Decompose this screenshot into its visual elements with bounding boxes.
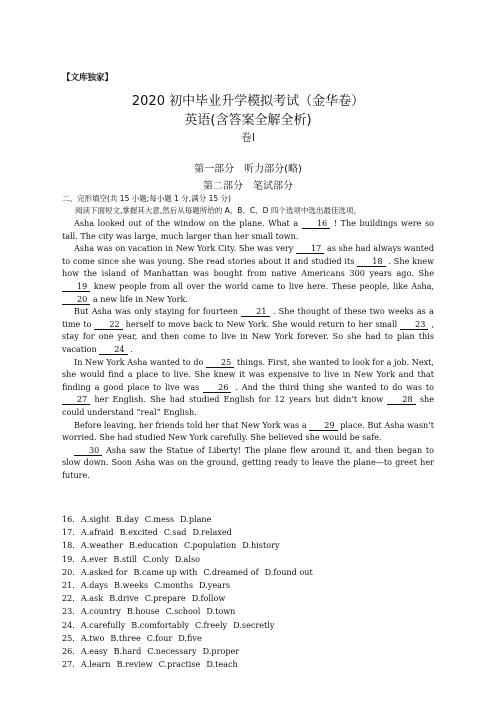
exam-subtitle: 英语(含答案全解全析) xyxy=(184,113,312,128)
option-b: B.house xyxy=(126,606,160,617)
option-d: D.teach xyxy=(206,659,238,670)
option-d: D.town xyxy=(206,606,236,617)
passage-text: she could understand “real” English. xyxy=(62,394,434,417)
option-a: A.easy xyxy=(80,646,108,657)
option-b: B.drive xyxy=(109,593,139,604)
option-d: D.plane xyxy=(180,514,212,524)
option-b: B.review xyxy=(116,659,153,670)
answer-blank: 21 xyxy=(241,306,269,317)
option-c: C.dreamed of xyxy=(203,566,259,577)
answer-blank: 30 xyxy=(74,445,102,456)
question-number: 23. xyxy=(62,606,75,617)
question-number: 19. xyxy=(62,553,75,564)
option-row xyxy=(62,553,319,566)
option-c: C.necessary xyxy=(147,646,197,657)
option-d: D.relaxed xyxy=(192,527,232,538)
option-row xyxy=(62,539,319,552)
option-row xyxy=(62,526,319,539)
option-row xyxy=(62,513,319,526)
passage-text: . xyxy=(130,343,133,354)
passage-text: Asha looked out of the window on the plane. What a xyxy=(74,218,299,228)
option-b: B.still xyxy=(113,553,138,564)
option-a: A.ever xyxy=(80,553,108,564)
option-d: D.also xyxy=(174,553,200,564)
option-c: C.population xyxy=(183,540,237,551)
answer-blank: 17 xyxy=(296,243,324,254)
part-one-heading: 第一部分 听力部分(略) xyxy=(194,164,302,175)
option-c: C.only xyxy=(143,553,169,564)
question-number: 18. xyxy=(62,540,75,551)
passage-text: knew people from all over the world came to live here. These people, like Asha, xyxy=(93,280,434,291)
option-a: A.afraid xyxy=(80,527,114,538)
option-a: A.country xyxy=(80,606,121,617)
option-row xyxy=(62,605,319,618)
passage-text: things. First, she wanted to look for a job. Next, she would find a place to live. She knew it was expensive to live in New York and that finding a good place to live was xyxy=(62,356,435,392)
option-c: C.mess xyxy=(144,514,175,524)
question-number: 26. xyxy=(62,646,75,657)
source-tag: 【文库独家】 xyxy=(62,73,114,83)
option-b: B.weeks xyxy=(114,580,149,591)
option-c: C.four xyxy=(146,632,173,643)
options-list xyxy=(62,513,319,671)
passage-text: Asha saw the Statue of Liberty! The plane flew around it, and then began to slow down. Soon Asha was on the ground, getting ready to leave the plane—to greet her future. xyxy=(62,444,434,480)
option-b: B.hard xyxy=(113,646,142,657)
answer-blank: 23 xyxy=(400,319,428,330)
part-two-heading: 第二部分 笔试部分 xyxy=(203,181,293,192)
passage-text: her English. She had studied English for 12 years but didn’t know xyxy=(94,394,384,405)
option-c: C.school xyxy=(165,606,201,617)
option-b: B.education xyxy=(128,540,178,551)
passage-text: a new life in New York. xyxy=(92,293,188,304)
option-d: D.proper xyxy=(202,646,240,657)
answer-blank: 25 xyxy=(206,357,234,368)
question-number: 21. xyxy=(62,580,75,591)
answer-blank: 22 xyxy=(94,319,122,330)
option-a: A.asked for xyxy=(80,566,128,577)
passage-text: Before leaving, her friends told her that New York was a xyxy=(74,419,307,430)
answer-blank: 18 xyxy=(357,256,385,267)
question-number: 16. xyxy=(62,514,75,524)
option-d: D.found out xyxy=(264,566,313,577)
option-d: D.history xyxy=(242,540,280,551)
passage-text: In New York Asha wanted to do xyxy=(74,356,204,367)
passage-text: . And the third thing she wanted to do was to xyxy=(235,381,435,392)
option-d: D.secretly xyxy=(233,619,275,630)
question-number: 27. xyxy=(62,659,75,670)
option-row xyxy=(62,619,319,632)
section-heading: 二、完形填空(共 15 小题;每小题 1 分,满分 15 分) xyxy=(62,194,231,203)
option-row xyxy=(62,645,319,658)
answer-blank: 20 xyxy=(62,294,90,305)
passage-text: ! The buildings were so tall. The city was large, much larger than her small town. xyxy=(62,218,435,241)
passage-text: . She thought of these two weeks as a time to xyxy=(62,306,434,329)
question-number: 25. xyxy=(62,632,75,643)
option-a: A.two xyxy=(80,632,105,643)
option-a: A.weather xyxy=(80,540,123,551)
passage-text: as she had always wanted to come since she was young. She read stories about it and studied its xyxy=(62,243,435,266)
answer-blank: 24 xyxy=(99,344,127,355)
option-d: D.follow xyxy=(191,593,226,604)
passage-paragraph xyxy=(62,444,434,482)
answer-blank: 26 xyxy=(203,382,231,393)
option-a: A.sight xyxy=(80,514,110,524)
option-c: C.sad xyxy=(163,527,187,538)
answer-blank: 19 xyxy=(62,281,90,292)
option-b: B.three xyxy=(110,632,141,643)
question-number: 22. xyxy=(62,593,75,604)
option-row xyxy=(62,592,319,605)
passage-text: Asha was on vacation in New York City. She was very xyxy=(74,243,294,254)
exam-title: 2020 初中毕业升学模拟考试（金华卷） xyxy=(131,94,365,109)
passage-paragraph xyxy=(62,242,434,305)
option-d: D.five xyxy=(178,632,202,643)
option-c: C.months xyxy=(154,580,193,591)
option-row xyxy=(62,566,319,579)
passage-text: But Asha was only staying for fourteen xyxy=(74,306,238,317)
option-a: A.learn xyxy=(80,659,111,670)
option-b: B.comfortably xyxy=(131,619,190,630)
passage-paragraph xyxy=(62,217,434,242)
passage-paragraph xyxy=(62,305,434,355)
answer-blank: 27 xyxy=(62,394,90,405)
option-a: A.ask xyxy=(80,593,104,604)
section-instruction: 阅读下面短文,掌握其大意,然后从每题所给的 A、B、C、D 四个选项中选出最佳选项。 xyxy=(75,206,361,215)
passage-paragraph xyxy=(62,356,434,419)
option-c: C.freely xyxy=(195,619,228,630)
option-row xyxy=(62,632,319,645)
volume-label: 卷Ⅰ xyxy=(240,131,256,144)
option-d: D.years xyxy=(198,580,230,591)
option-b: B.excited xyxy=(119,527,158,538)
passage-text: . She knew how the island of Manhattan was bought from native Americans 300 years ago. She xyxy=(62,255,435,279)
option-row xyxy=(62,658,319,671)
passage-paragraph xyxy=(62,419,434,444)
passage-text: herself to move back to New York. She would return to her small xyxy=(125,318,398,329)
answer-blank: 28 xyxy=(387,394,415,405)
option-a: A.days xyxy=(80,580,109,591)
cloze-passage xyxy=(62,217,434,481)
passage-text: place. But Asha wasn’t worried. She had studied New York carefully. She believed she would be safe. xyxy=(62,419,435,443)
question-number: 20. xyxy=(62,566,75,577)
question-number: 17. xyxy=(62,527,75,538)
option-row xyxy=(62,579,319,592)
passage-text: , stay for one year, and then come to live in New York forever. So she had to plan this vacation xyxy=(62,318,435,354)
answer-blank: 29 xyxy=(309,420,337,431)
option-c: C.practise xyxy=(158,659,201,670)
option-b: B.came up with xyxy=(133,566,198,577)
option-c: C.prepare xyxy=(144,593,186,604)
option-a: A.carefully xyxy=(80,619,126,630)
question-number: 24. xyxy=(62,619,75,630)
answer-blank: 16 xyxy=(302,218,330,229)
option-b: B.day xyxy=(115,514,139,524)
